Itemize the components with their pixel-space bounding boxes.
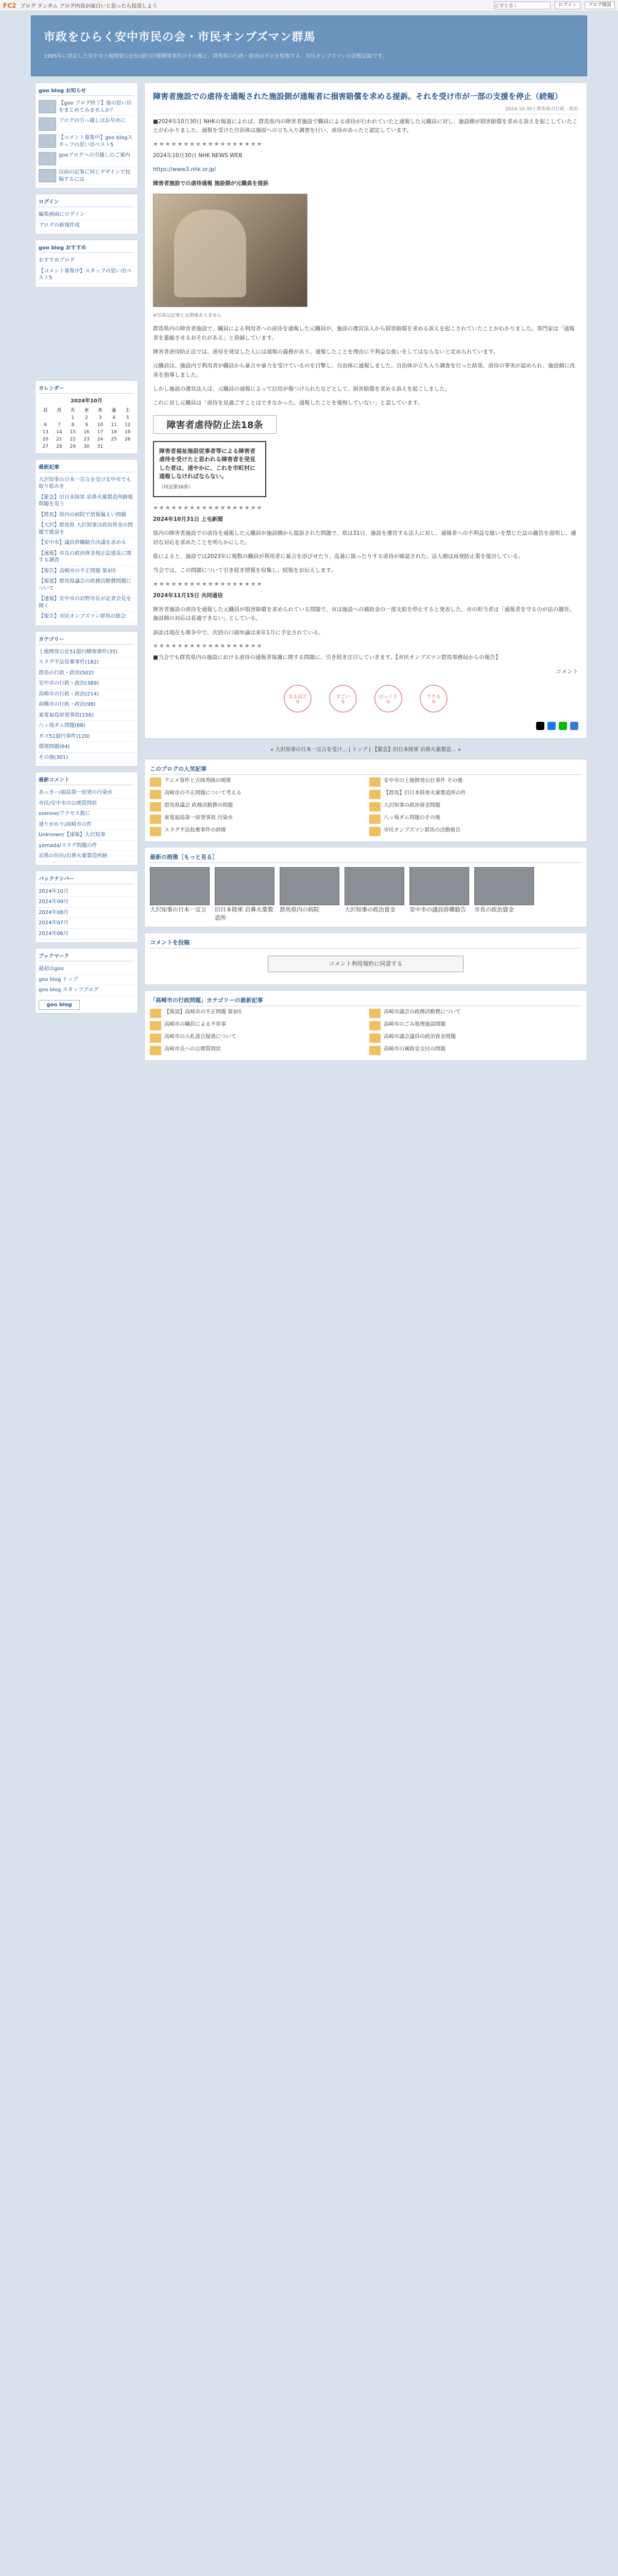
recent-block <box>35 459 138 626</box>
category-link[interactable]: 高崎市の行政・政治(214) <box>39 689 134 700</box>
calendar-day[interactable]: 21 <box>56 436 62 442</box>
calendar-block <box>35 380 138 454</box>
recent-photo-item[interactable] <box>474 867 534 922</box>
popular-title: このブログの人気記事 <box>150 765 581 775</box>
login-title: ログイン <box>39 197 134 207</box>
popular-article-label: 高崎市の不正問題について考える <box>164 790 242 796</box>
article-lead: ■2024年10月30日 NHKの報道によれば、群馬県内の障害者施設で職員による虐待が行われていたと通報した元職員に対し、施設側が損害賠償を求める訴えを起こしていたことがわかりました。通報を受けた自治体は施設への立ち入り調査を行い、虐待があったと認定しています。 <box>153 118 578 134</box>
calendar-weekday: 月 <box>57 408 62 413</box>
popular-article-label: 大沢知事の政治資金問題 <box>384 803 440 809</box>
comment-form-block <box>144 933 587 985</box>
calendar-day[interactable]: 28 <box>56 444 62 449</box>
comment-link[interactable]: あっきー/福島第一原発の汚染水 <box>39 788 134 799</box>
announce-block <box>35 82 138 189</box>
article-thumbnail <box>369 1046 381 1055</box>
article-thumbnail <box>150 1021 161 1030</box>
recent-photo-caption: 群馬県内の病院 <box>280 906 319 913</box>
calendar-day[interactable]: 29 <box>70 444 76 449</box>
category-link[interactable]: スラグ不法投棄事件(182) <box>39 657 134 668</box>
comment-link[interactable]: 通りがかり/高崎市の件 <box>39 820 134 831</box>
article-thumbnail <box>369 827 381 836</box>
calendar-day[interactable]: 12 <box>124 422 131 428</box>
recommend-block <box>35 240 138 287</box>
backnumber-block <box>35 871 138 943</box>
news-source: 2024年10月30日 NHK NEWS WEB <box>153 152 243 159</box>
category-article-item[interactable] <box>150 1046 362 1055</box>
article-paragraph: 群馬県内の障害者施設で、職員による利用者への虐待を通報した元職員が、施設の運営法人から損害賠償を求める訴えを起こされていたことがわかりました。専門家は「通報者を萎縮させるおそれがある」と指摘しています。 <box>153 326 575 341</box>
login-block <box>35 194 138 234</box>
popular-article-label: 八ッ場ダム問題のその後 <box>384 815 440 821</box>
line-share-icon[interactable] <box>559 722 567 730</box>
article-thumbnail <box>369 1021 381 1030</box>
calendar-day[interactable]: 6 <box>44 422 47 428</box>
reaction-button[interactable]: すごい 0 <box>329 685 357 713</box>
article-photo <box>153 194 307 307</box>
calendar-day[interactable]: 30 <box>83 444 90 449</box>
recent-photos-title[interactable]: 最新の画像［もっと見る］ <box>150 853 581 863</box>
law-quote-note: （同法第16条） <box>159 484 193 490</box>
article-thumbnail <box>369 815 381 824</box>
category-link[interactable]: 群馬の行政・政治(502) <box>39 668 134 679</box>
comments-title: 最新コメント <box>39 775 134 785</box>
news3-source: 2024年11月15日 共同通信 <box>153 592 223 599</box>
article-meta[interactable]: 2024-10-30 | 群馬県の行政・政治 <box>153 105 578 114</box>
recent-photo-image <box>409 867 469 905</box>
calendar-day[interactable]: 1 <box>71 415 75 420</box>
main-content <box>144 82 587 2576</box>
recent-photos-block <box>144 847 587 927</box>
article-thumbnail <box>369 802 381 811</box>
calendar-day[interactable]: 15 <box>70 429 76 435</box>
announce-item[interactable]: ブログの引っ越しはお早めに <box>39 116 134 133</box>
law-quote-text: 障害者福祉施設従事者等による障害者虐待を受けたと思われる障害者を発見した者は、速やかに、これを市町村に通報しなければならない。 <box>159 447 255 480</box>
recent-photo-caption: 大沢知事の日本一宣言 <box>150 906 207 913</box>
comment-link[interactable]: コメント <box>556 668 578 675</box>
backnumber-link[interactable]: 2024年10月 <box>39 887 134 897</box>
create-blog-button[interactable]: ブログ開設 <box>585 2 615 9</box>
new-blog-link[interactable]: ブログの新規作成 <box>39 221 134 231</box>
recent-photo-item[interactable] <box>345 867 404 922</box>
category-link[interactable]: 東電福島原発事故(156) <box>39 710 134 721</box>
article-thumbnail <box>150 827 161 836</box>
article-closing: ■当会でも群馬県内の施設における虐待の通報者保護に関する問題に、引き続き注目していきます。【市民オンブズマン群馬事務局からの報告】 <box>153 654 501 660</box>
thumbnail-image <box>39 152 56 165</box>
announce-item[interactable]: gooブログへの引越しのご案内 <box>39 150 134 167</box>
category-link[interactable]: 安中市の行政・政治(389) <box>39 679 134 689</box>
popular-article-label: 【群馬】旧日本陸軍火薬製造所の件 <box>384 790 466 796</box>
category-article-label: 高崎市のごみ処理施設問題 <box>384 1022 445 1028</box>
comment-terms-button[interactable]: コメント利用規約に同意する <box>268 956 464 972</box>
stars-divider: ★★★★★★★★★★★★★★★★★★ <box>153 642 263 649</box>
recent-article-link[interactable]: 【大沢】群馬県 大沢知事は政治資金の問題で進退を <box>39 520 134 538</box>
calendar-weekday: 水 <box>84 408 89 413</box>
popular-article-label: 群馬県議会 政務活動費の問題 <box>164 803 233 809</box>
reaction-button[interactable]: なるほど 0 <box>284 685 312 713</box>
calendar-table <box>39 405 134 450</box>
calendar-weekday: 土 <box>125 408 130 413</box>
backnumber-link[interactable]: 2024年06月 <box>39 929 134 940</box>
popular-article-item[interactable] <box>369 802 581 811</box>
top-bar <box>0 0 618 11</box>
recent-article-link[interactable]: 大沢知事の日本一宣言を受け安中市でも取り組みを <box>39 475 134 493</box>
popular-article-label: 市民オンブズマン群馬の活動報告 <box>384 827 461 834</box>
article-thumbnail <box>150 1046 161 1055</box>
calendar-day <box>53 414 66 421</box>
calendar-day <box>39 414 53 421</box>
top-search-input[interactable] <box>494 2 551 9</box>
article-paragraph: 元職員は、施設内で利用者が職員から暴言や暴力を受けているのを目撃し、自治体に通報しました。自治体が立ち入り調査を行った結果、虐待の事実が認められ、施設側に改善を指導しました。 <box>153 363 575 378</box>
popular-article-item[interactable] <box>369 827 581 836</box>
category-block <box>35 631 138 767</box>
recent-title: 最新記事 <box>39 463 134 472</box>
category-link[interactable]: タゴ51億円事件(120) <box>39 732 134 742</box>
facebook-share-icon[interactable] <box>547 722 556 730</box>
recent-photo-image <box>345 867 404 905</box>
law-heading: 障害者虐待防止法18条 <box>153 415 277 434</box>
backnumber-title: バックナンバー <box>39 874 134 884</box>
article-title[interactable]: 障害者施設での虐待を通報された施設側が通報者に損害賠償を求める提訴。それを受け市が一部の支援を停止（続報） <box>153 92 563 101</box>
article-paragraph: 県によると、施設では2023年に複数の職員が利用者に暴言を浴びせたり、乱暴に扱ったりする虐待が確認された。法人側は再発防止策を提出している。 <box>153 553 524 560</box>
blog-title[interactable]: 市政をひらく安中市民の会・市民オンブズマン群馬 <box>44 31 316 44</box>
recent-article-link[interactable]: 【報告】高崎市の不正問題 第3回 <box>39 566 134 577</box>
calendar-month: 2024年10月 <box>71 398 102 404</box>
calendar-day[interactable]: 4 <box>112 415 115 420</box>
calendar-day <box>107 443 121 450</box>
calendar-day[interactable]: 11 <box>111 422 117 428</box>
calendar-day[interactable]: 18 <box>111 429 117 435</box>
calendar-weekday: 金 <box>111 408 116 413</box>
popular-article-item[interactable] <box>369 777 581 787</box>
article-paragraph: 障害者虐待防止法では、虐待を発見した人には通報の義務があり、通報したことを理由に不利益な扱いをしてはならないと定められています。 <box>153 349 499 355</box>
calendar-day[interactable]: 5 <box>126 415 129 420</box>
thumbnail-image <box>39 169 56 182</box>
bookmark-link[interactable]: goo blog スタッフブログ <box>39 985 134 996</box>
article-thumbnail <box>150 815 161 824</box>
recommend-title: goo blog おすすめ <box>39 243 134 253</box>
calendar-day[interactable]: 13 <box>42 429 48 435</box>
calendar-day[interactable]: 17 <box>97 429 104 435</box>
recent-photo-caption: 旧日本陸軍 岩鼻火薬製造所 <box>215 906 273 922</box>
category-article-label: 高崎市の職員による不祥事 <box>164 1022 226 1028</box>
calendar-weekday: 火 <box>70 408 75 413</box>
category-article-item[interactable] <box>150 1033 362 1043</box>
recent-article-link[interactable]: 【安中市】議員辞職勧告決議を求める <box>39 538 134 549</box>
recent-article-link[interactable]: 【報道】群馬県議会の政務活動費問題について <box>39 577 134 594</box>
article-paragraph: 訴訟は現在も係争中で、次回の口頭弁論は来年1月に予定されている。 <box>153 629 324 636</box>
hatena-share-icon[interactable] <box>570 722 578 730</box>
reaction-button[interactable]: ウケる 0 <box>420 685 448 713</box>
article-thumbnail <box>150 777 161 787</box>
popular-article-label: スラグ不法投棄事件の経緯 <box>164 827 226 834</box>
comment-link[interactable]: oomine/アクセス数に <box>39 809 134 820</box>
recent-photo-image <box>280 867 339 905</box>
thumbnail-image <box>39 117 56 131</box>
recent-photo-image <box>215 867 274 905</box>
goo-blog-logo[interactable]: goo blog <box>39 1000 80 1010</box>
blog-subtitle: 1995年に発足した安中市土地開発公社51億円巨額横領事件のその後と、群馬県の行政・政治の不正を監視する、市民オンブズマンの活動記録です。 <box>44 54 387 59</box>
article-nav[interactable]: « 大沢知事の日本一宣言を受け... | トップ | 【緊急】旧日本陸軍 岩鼻火薬製造... » <box>270 747 461 753</box>
comment-link[interactable]: yamada/スラグ問題の件 <box>39 841 134 852</box>
recent-article-link[interactable]: 【緊急】旧日本陸軍 岩鼻火薬製造所跡地問題を追う <box>39 493 134 510</box>
article-paragraph: 県内の障害者施設での虐待を通報した元職員が施設側から提訴された問題で、県は31日、施設を運営する法人に対し、通報者への不利益な扱いを禁じた法の趣旨を説明し、適切な対応を求めたことを明らかにした。 <box>153 530 576 546</box>
stars-divider: ★★★★★★★★★★★★★★★★★★ <box>153 140 263 147</box>
photo-person <box>174 210 246 297</box>
reaction-button[interactable]: びっくり 0 <box>374 685 402 713</box>
popular-article-item[interactable] <box>150 815 362 824</box>
category-link[interactable]: 前橋市の行政・政治(98) <box>39 700 134 710</box>
recent-article-link[interactable]: 【報告】市民オンブズマン群馬の総会 <box>39 612 134 622</box>
recent-article-link[interactable]: 【速報】安中市の岩野市長が記者会見を開く <box>39 594 134 612</box>
calendar-day[interactable]: 3 <box>98 415 102 420</box>
article-paragraph: これに対し元職員は「虐待を見過ごすことはできなかった。通報したことを後悔していない」と話しています。 <box>153 400 423 406</box>
category-latest-title: 「高崎市の行政問題」カテゴリーの最新記事 <box>150 996 581 1006</box>
recent-article-link[interactable]: 【群馬】県内の病院で情報漏えい問題 <box>39 510 134 521</box>
announce-item[interactable]: 以前の記事に同じデザインで投稿するには <box>39 167 134 185</box>
backnumber-link[interactable]: 2024年09月 <box>39 897 134 908</box>
calendar-day[interactable]: 10 <box>97 422 104 428</box>
recent-photo-item[interactable] <box>150 867 210 922</box>
recommend-item[interactable]: 【コメント募集中】スタッフの思い出ベスト5 <box>39 266 134 284</box>
share-buttons <box>153 722 578 730</box>
edit-login-link[interactable]: 編集画面にログイン <box>39 210 134 221</box>
popular-article-item[interactable] <box>369 790 581 799</box>
recent-photo-caption: 市長の政治資金 <box>474 906 514 913</box>
category-article-item[interactable] <box>150 1009 362 1018</box>
calendar-day[interactable]: 25 <box>111 436 117 442</box>
bookmark-block <box>35 948 138 1013</box>
news-link[interactable]: https://www3.nhk.or.jp/ <box>153 166 216 173</box>
article-paragraph: しかし施設の運営法人は、元職員の通報によって信用が傷つけられたなどとして、損害賠償を求める訴えを起こしました。 <box>153 385 451 392</box>
bookmark-title: ブックマーク <box>39 952 134 961</box>
article-paragraph: 障害者施設の虐待を通報した元職員が損害賠償を求められている問題で、市は施設への補助金の一部支給を停止すると発表した。市の担当者は「通報者を守るのが法の趣旨。施設側の対応は看過できない」としている。 <box>153 606 575 622</box>
category-link[interactable]: その他(301) <box>39 753 134 764</box>
popular-article-item[interactable] <box>369 815 581 824</box>
x-share-icon[interactable] <box>536 722 544 730</box>
news2-source: 2024年10月31日 上毛新聞 <box>153 516 223 523</box>
popular-article-label: 安中市の土地開発公社事件 その後 <box>384 778 463 784</box>
bookmark-link[interactable]: goo blog トップ <box>39 975 134 986</box>
category-article-label: 高崎市の補助金交付の問題 <box>384 1046 445 1053</box>
category-link[interactable]: 八ッ場ダム問題(88) <box>39 721 134 732</box>
category-article-item[interactable] <box>369 1009 581 1018</box>
article-thumbnail <box>369 777 381 787</box>
calendar-weekday: 木 <box>98 408 103 413</box>
recent-photo-caption: 安中市の議員辞職勧告 <box>409 906 466 913</box>
category-article-item[interactable] <box>369 1046 581 1055</box>
top-links[interactable]: ブログ ランダム ブログ内容が面白いと思ったら投票しよう <box>20 4 158 9</box>
calendar-day[interactable]: 8 <box>71 422 75 428</box>
announce-item[interactable]: 【goo ブログ終了】旅の思い出をまとめてみませんか？ <box>39 98 134 116</box>
reaction-row <box>153 685 578 713</box>
photo-caption: ※写真は記事とは関係ありません <box>153 313 222 318</box>
announce-item[interactable]: 【コメント募集中】goo blogスタッフの思い出ベスト5 <box>39 133 134 150</box>
category-article-item[interactable] <box>369 1021 581 1030</box>
category-article-label: 【報道】高崎市の不正問題 第3回 <box>164 1009 242 1015</box>
news-title: 障害者施設での虐待通報 施設側が元職員を提訴 <box>153 180 269 187</box>
calendar-day[interactable]: 14 <box>56 429 62 435</box>
calendar-day[interactable]: 19 <box>124 429 131 435</box>
calendar-day[interactable]: 20 <box>42 436 48 442</box>
recent-photo-item[interactable] <box>409 867 469 922</box>
calendar-title: カレンダー <box>39 384 134 394</box>
category-latest-block <box>144 990 587 1061</box>
comment-link[interactable]: 市民/安中市の公開質問状 <box>39 799 134 809</box>
calendar-day[interactable]: 24 <box>97 436 104 442</box>
popular-article-item[interactable] <box>150 790 362 799</box>
sidebar <box>35 82 138 2576</box>
popular-article-item[interactable] <box>150 777 362 787</box>
category-article-label: 高崎市議会議員の政治資金問題 <box>384 1034 456 1040</box>
calendar-day[interactable]: 27 <box>42 444 48 449</box>
comment-form-title: コメントを投稿 <box>150 938 581 948</box>
category-link[interactable]: 環境問題(64) <box>39 742 134 753</box>
category-article-label: 高崎市長への公開質問状 <box>164 1046 221 1053</box>
popular-article-item[interactable] <box>150 802 362 811</box>
comment-link[interactable]: 岩鼻の住民/岩鼻火薬製造所跡 <box>39 851 134 862</box>
calendar-day[interactable]: 7 <box>57 422 61 428</box>
stars-divider: ★★★★★★★★★★★★★★★★★★ <box>153 504 263 512</box>
category-article-item[interactable] <box>369 1033 581 1043</box>
popular-article-item[interactable] <box>150 827 362 836</box>
calendar-weekday: 日 <box>43 408 48 413</box>
comments-block <box>35 772 138 866</box>
calendar-day[interactable]: 22 <box>70 436 76 442</box>
category-title: カテゴリー <box>39 635 134 645</box>
calendar-day[interactable]: 16 <box>83 429 90 435</box>
backnumber-link[interactable]: 2024年07月 <box>39 918 134 929</box>
thumbnail-image <box>39 100 56 113</box>
recent-photo-image <box>150 867 210 905</box>
article-thumbnail <box>150 1009 161 1018</box>
article-thumbnail <box>150 802 161 811</box>
category-article-label: 高崎市議会の政務活動費について <box>384 1009 461 1015</box>
article-thumbnail <box>150 1033 161 1043</box>
article <box>144 82 587 739</box>
recommend-item[interactable]: おすすめブログ <box>39 256 134 266</box>
popular-articles <box>144 759 587 842</box>
article-thumbnail <box>369 790 381 799</box>
law-quote-box <box>153 441 266 498</box>
article-thumbnail <box>150 790 161 799</box>
category-link[interactable]: 土地開発公社51億円横領事件(35) <box>39 647 134 658</box>
calendar-day[interactable]: 2 <box>85 415 88 420</box>
recent-photo-item[interactable] <box>280 867 339 922</box>
article-paragraph: 当会では、この問題について引き続き情報を収集し、続報をお伝えします。 <box>153 567 336 574</box>
category-article-label: 高崎市の入札談合疑惑について <box>164 1034 236 1040</box>
comment-link[interactable]: Unknown/【速報】大沢知事 <box>39 830 134 841</box>
recent-photo-caption: 大沢知事の政治資金 <box>345 906 396 913</box>
backnumber-link[interactable]: 2024年08月 <box>39 908 134 919</box>
recent-article-link[interactable]: 【速報】市長の政治資金規正法違反に関する調査 <box>39 549 134 566</box>
site-logo[interactable]: FC2 <box>3 2 16 9</box>
announce-title: goo blog お知らせ <box>39 86 134 96</box>
article-thumbnail <box>369 1033 381 1043</box>
recent-photo-image <box>474 867 534 905</box>
calendar-day[interactable]: 9 <box>85 422 88 428</box>
bookmark-link[interactable]: 最初はgoo <box>39 964 134 975</box>
calendar-day <box>121 443 134 450</box>
popular-article-label: 東電福島第一原発事故 汚染水 <box>164 815 233 821</box>
article-body <box>153 117 578 662</box>
login-button[interactable]: ログイン <box>555 2 580 9</box>
stars-divider: ★★★★★★★★★★★★★★★★★★ <box>153 580 263 587</box>
calendar-day[interactable]: 31 <box>97 444 104 449</box>
blog-header <box>31 15 587 76</box>
thumbnail-image <box>39 134 56 148</box>
recent-photo-item[interactable] <box>215 867 274 922</box>
calendar-day[interactable]: 23 <box>83 436 90 442</box>
category-article-item[interactable] <box>150 1021 362 1030</box>
popular-article-label: アニメ事件と吉岡秀隆の関係 <box>164 778 231 784</box>
calendar-day[interactable]: 26 <box>124 436 131 442</box>
article-thumbnail <box>369 1009 381 1018</box>
